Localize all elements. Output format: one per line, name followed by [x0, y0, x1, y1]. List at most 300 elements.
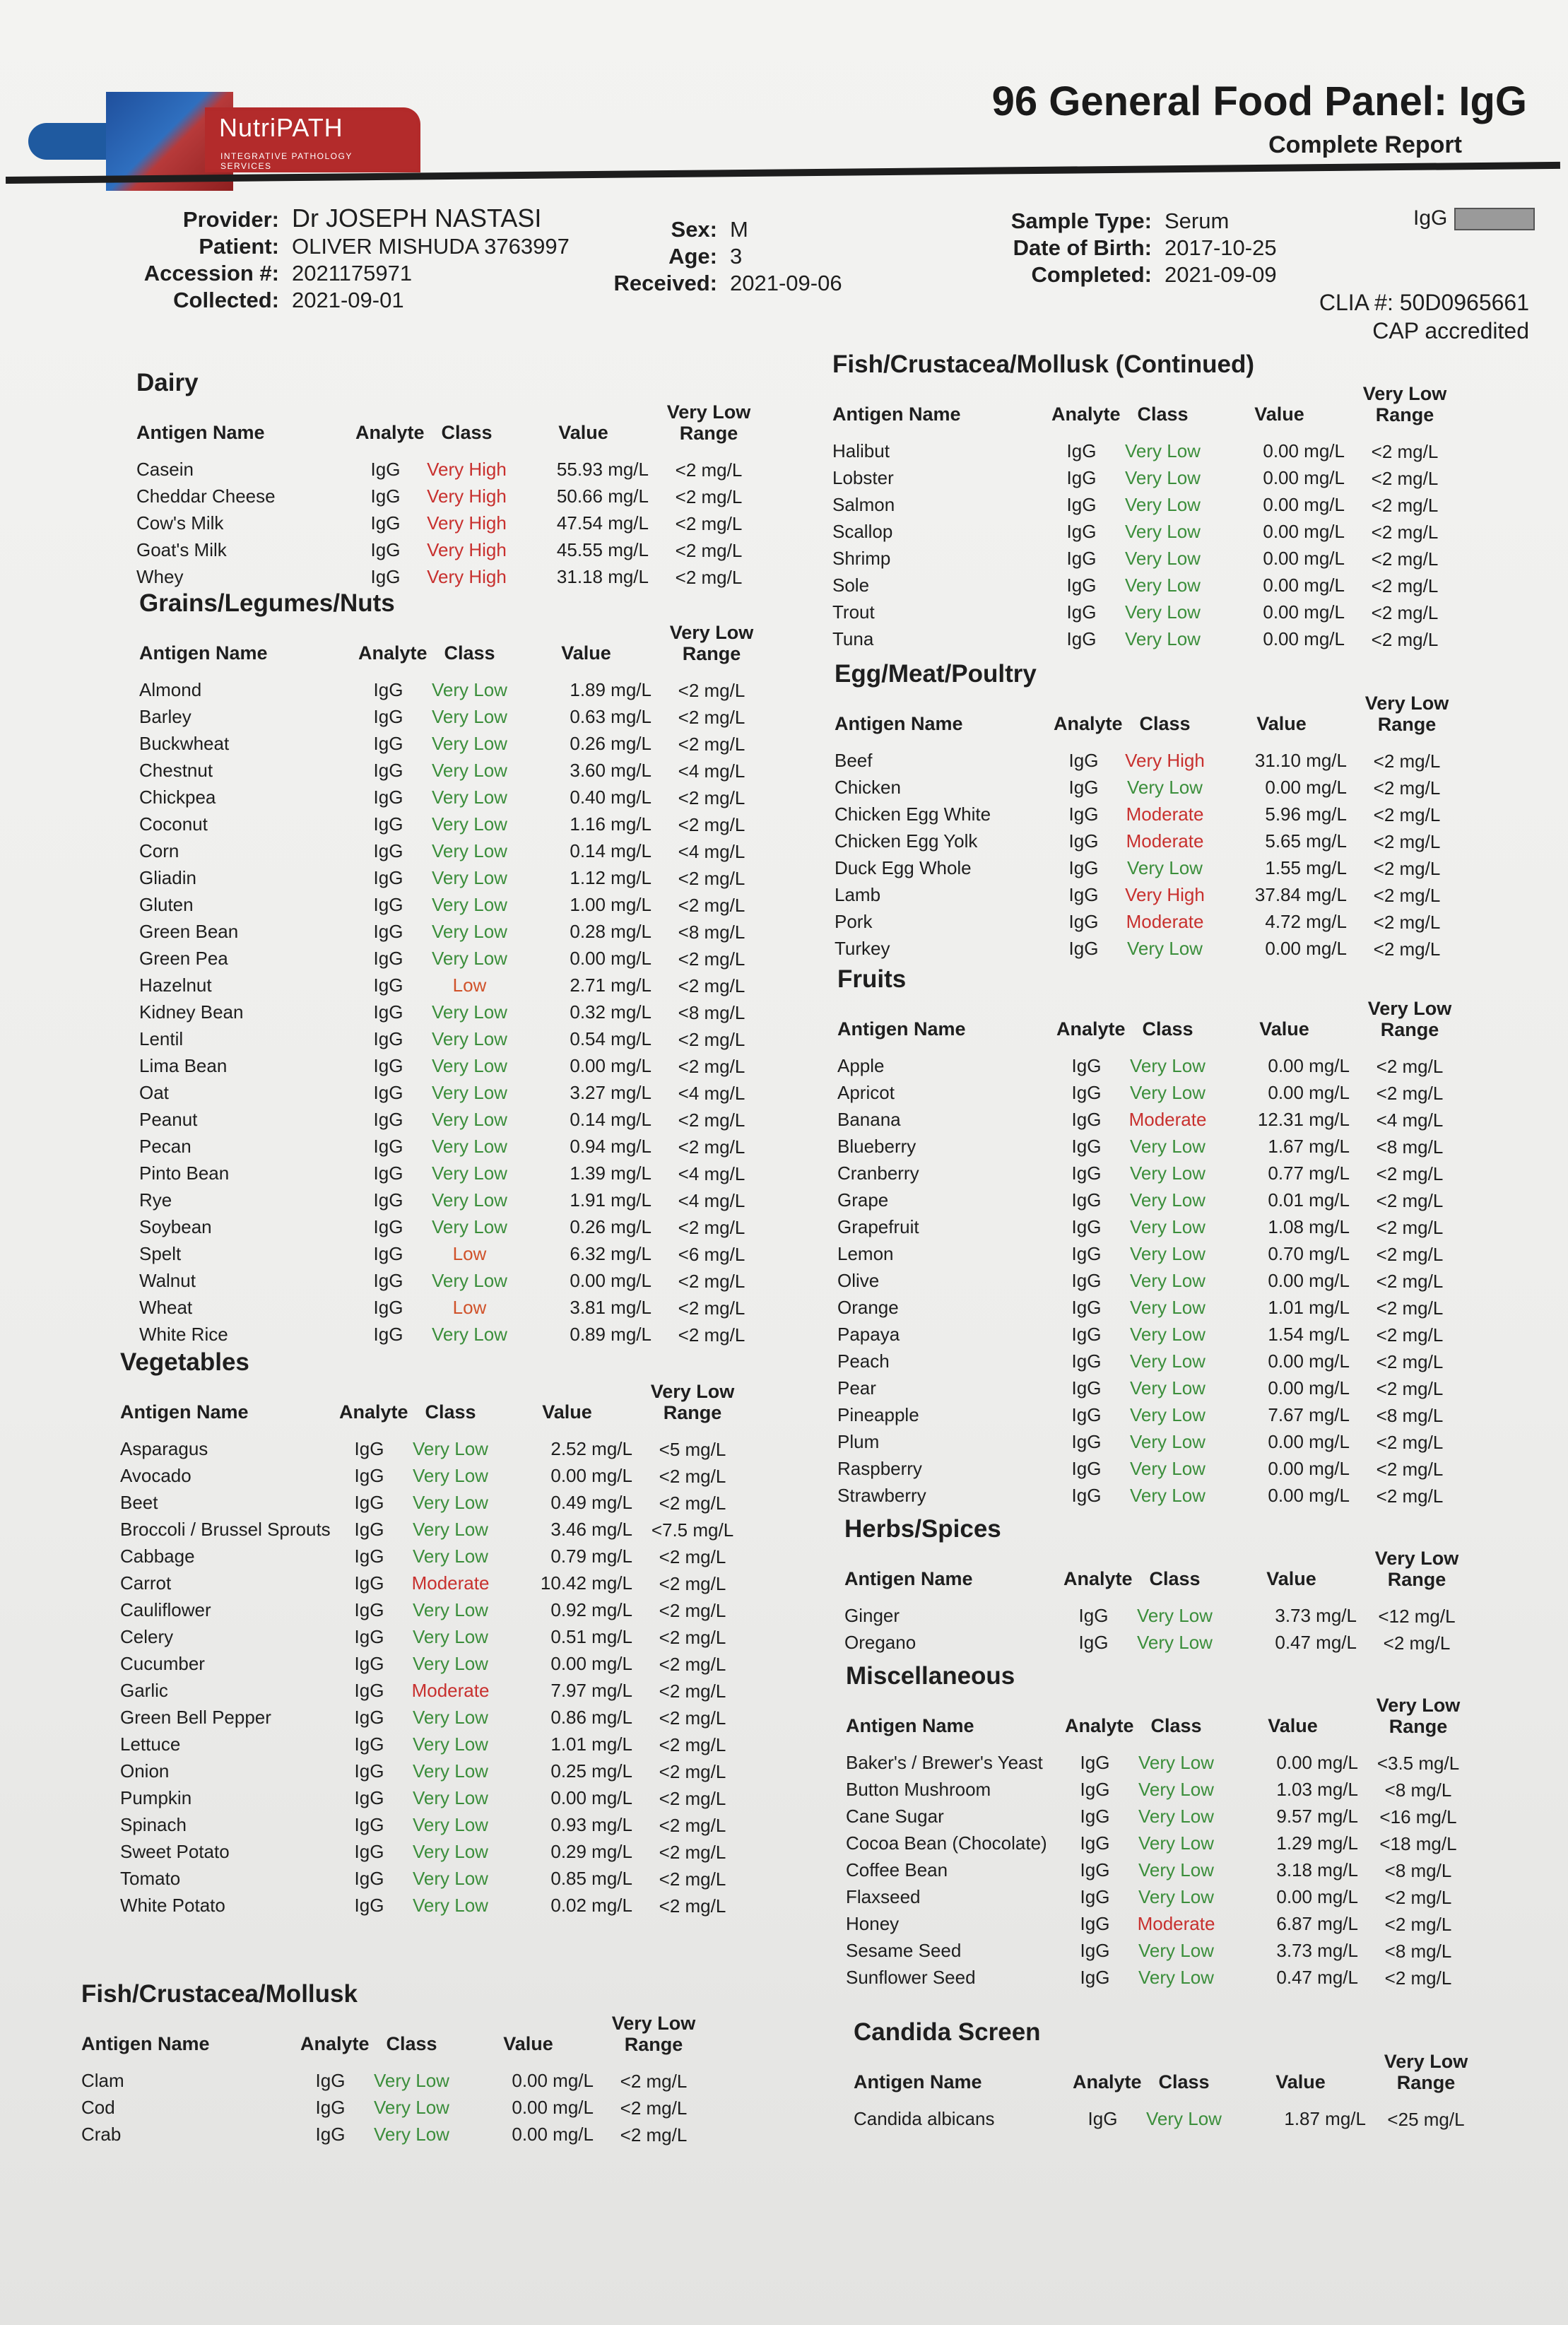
antigen-name: Rye [139, 1189, 172, 1211]
result-value: 0.86 mg/L [550, 1707, 632, 1728]
analyte: IgG [373, 921, 403, 942]
section-title: Candida Screen [854, 2018, 1041, 2046]
analyte: IgG [373, 1216, 403, 1237]
result-value: 1.03 mg/L [1276, 1779, 1358, 1800]
class-badge: Very Low [1130, 1377, 1206, 1399]
antigen-name: Gluten [139, 894, 194, 915]
antigen-name: Strawberry [837, 1485, 926, 1506]
result-value: 0.00 mg/L [1268, 1458, 1350, 1479]
reference-range: <8 mg/L [1384, 1860, 1452, 1881]
class-badge: Very Low [1138, 1752, 1214, 1773]
reference-range: <2 mg/L [1376, 1190, 1444, 1211]
reference-range: <2 mg/L [659, 1546, 726, 1567]
table-row [139, 1292, 765, 1319]
reference-range: <2 mg/L [678, 707, 745, 728]
class-badge: Very Low [432, 1001, 507, 1023]
class-badge: Very Low [413, 1895, 488, 1916]
reference-range: <8 mg/L [1376, 1136, 1444, 1158]
analyte: IgG [1087, 2108, 1118, 2129]
section-title: Fish/Crustacea/Mollusk [81, 1980, 358, 2008]
class-badge: Very Low [374, 2070, 449, 2091]
reference-range: <2 mg/L [1371, 602, 1439, 623]
section-miscellaneous [846, 1662, 1471, 1989]
reference-range: <2 mg/L [1371, 495, 1439, 516]
class-badge: Very Low [1130, 1458, 1206, 1479]
table-row [835, 906, 1460, 933]
reference-range: <2 mg/L [1376, 1244, 1444, 1265]
analyte: IgG [1068, 804, 1099, 825]
table-row [120, 1755, 745, 1782]
table-row [139, 674, 765, 701]
col-value: Value [503, 2033, 553, 2054]
analyte: IgG [354, 1492, 384, 1513]
result-value: 0.00 mg/L [1265, 777, 1347, 798]
table-row [139, 782, 765, 808]
col-analyte: Analyte [1054, 713, 1123, 734]
analyte: IgG [370, 485, 401, 507]
antigen-name: Sesame Seed [846, 1940, 962, 1961]
table-row [835, 879, 1460, 906]
result-value: 0.00 mg/L [1263, 467, 1345, 488]
table-row [139, 1104, 765, 1131]
reference-range: <8 mg/L [678, 922, 745, 943]
table-row [837, 1184, 1463, 1211]
col-range-line1: Very Low [669, 622, 754, 643]
table-row [139, 1319, 765, 1346]
antigen-name: Scallop [832, 521, 893, 542]
class-badge: Very Low [1130, 1485, 1206, 1506]
sample-type-label: Sample Type: [1010, 208, 1152, 233]
antigen-name: Garlic [120, 1680, 168, 1701]
class-badge: Very High [1125, 884, 1205, 905]
col-range [601, 2013, 707, 2055]
result-value: 0.63 mg/L [570, 706, 652, 727]
result-value: 0.00 mg/L [512, 2070, 594, 2091]
analyte: IgG [354, 1841, 384, 1862]
class-badge: Very Low [413, 1814, 488, 1835]
col-analyte: Analyte [1073, 2071, 1142, 2092]
analyte: IgG [373, 1243, 403, 1264]
collected-label: Collected: [173, 288, 279, 312]
analyte: IgG [1071, 1216, 1102, 1237]
col-analyte: Analyte [1056, 1018, 1126, 1040]
analyte: IgG [1071, 1189, 1102, 1211]
reference-range: <2 mg/L [1373, 804, 1441, 825]
analyte: IgG [1068, 830, 1099, 852]
class-badge: Very Low [413, 1760, 488, 1782]
antigen-name: Salmon [832, 494, 895, 515]
col-value: Value [1259, 1018, 1309, 1040]
antigen-name: Chicken [835, 777, 901, 798]
reference-range: <2 mg/L [1384, 1914, 1452, 1935]
result-value: 0.00 mg/L [1263, 440, 1345, 461]
reference-range: <2 mg/L [1376, 1324, 1444, 1346]
table-row [120, 1675, 745, 1702]
class-badge: Very Low [432, 1270, 507, 1291]
analyte: IgG [1071, 1297, 1102, 1318]
table-row [844, 1600, 1470, 1627]
table-row [846, 1747, 1471, 1774]
reference-range: <2 mg/L [675, 513, 743, 534]
result-value: 0.00 mg/L [1268, 1055, 1350, 1076]
report-title: 96 General Food Panel: IgG [991, 78, 1527, 124]
result-value: 0.25 mg/L [550, 1760, 632, 1782]
table-row [139, 835, 765, 862]
col-value: Value [1275, 2071, 1326, 2092]
result-value: 0.32 mg/L [570, 1001, 652, 1023]
analyte: IgG [1071, 1243, 1102, 1264]
class-badge: Very Low [1138, 1940, 1214, 1961]
reference-range: <2 mg/L [1371, 575, 1439, 596]
col-analyte: Analyte [1065, 1715, 1134, 1736]
class-badge: Low [452, 1243, 487, 1264]
result-value: 37.84 mg/L [1254, 884, 1347, 905]
col-value: Value [1256, 713, 1307, 734]
analyte: IgG [354, 1868, 384, 1889]
analyte: IgG [1066, 548, 1097, 569]
class-badge: Low [452, 1297, 487, 1318]
result-value: 55.93 mg/L [556, 459, 649, 480]
antigen-name: Gliadin [139, 867, 196, 888]
result-value: 5.65 mg/L [1265, 830, 1347, 852]
analyte: IgG [373, 1082, 403, 1103]
class-badge: Very Low [413, 1653, 488, 1674]
sample-type-value: Serum [1165, 208, 1230, 233]
antigen-name: Chestnut [139, 760, 213, 781]
col-range-line2: Range [1375, 404, 1434, 425]
col-range [639, 1381, 745, 1423]
table-row [844, 1627, 1470, 1654]
result-value: 0.00 mg/L [512, 2124, 594, 2145]
reference-range: <4 mg/L [678, 1083, 745, 1104]
result-value: 0.40 mg/L [570, 787, 652, 808]
analyte: IgG [315, 2070, 346, 2091]
table-row [835, 852, 1460, 879]
table-row [136, 507, 762, 534]
antigen-name: Peanut [139, 1109, 198, 1130]
analyte: IgG [370, 459, 401, 480]
table-row [120, 1836, 745, 1863]
class-badge: Very Low [413, 1868, 488, 1889]
col-analyte: Analyte [355, 422, 425, 443]
table-row [120, 1460, 745, 1487]
result-value: 3.46 mg/L [550, 1519, 632, 1540]
antigen-name: Orange [837, 1297, 899, 1318]
antigen-name: Chicken Egg White [835, 804, 991, 825]
table-row [837, 1131, 1463, 1158]
antigen-name: Grapefruit [837, 1216, 919, 1237]
analyte: IgG [1071, 1350, 1102, 1372]
class-badge: Very Low [432, 1162, 507, 1184]
report-subtitle: Complete Report [1268, 131, 1462, 158]
provider-label: Provider: [182, 207, 279, 232]
patient-value: OLIVER MISHUDA 3763997 [292, 234, 570, 259]
class-badge: Very Low [1138, 1859, 1214, 1880]
result-value: 0.00 mg/L [1263, 601, 1345, 623]
class-badge: Very Low [1125, 601, 1201, 623]
result-value: 0.00 mg/L [512, 2097, 594, 2118]
analyte: IgG [373, 1136, 403, 1157]
table-row [136, 561, 762, 588]
sex-label: Sex: [671, 217, 717, 242]
table-row [846, 1827, 1471, 1854]
table-row [81, 2092, 707, 2119]
result-value: 0.00 mg/L [1268, 1082, 1350, 1103]
analyte: IgG [1068, 777, 1099, 798]
antigen-name: Hazelnut [139, 975, 212, 996]
reference-range: <2 mg/L [675, 540, 743, 561]
class-badge: Very Low [413, 1465, 488, 1486]
analyte: IgG [1078, 1605, 1109, 1626]
antigen-name: Casein [136, 459, 194, 480]
result-value: 31.10 mg/L [1254, 750, 1347, 771]
reference-range: <2 mg/L [678, 1056, 745, 1077]
antigen-name: Asparagus [120, 1438, 208, 1459]
reference-range: <2 mg/L [1376, 1351, 1444, 1372]
table-row [120, 1621, 745, 1648]
analyte: IgG [1080, 1806, 1110, 1827]
class-badge: Very Low [432, 1189, 507, 1211]
analyte: IgG [354, 1465, 384, 1486]
section-fruits [837, 965, 1463, 1507]
table-row [846, 1854, 1471, 1881]
class-badge: Low [452, 975, 487, 996]
patient-info-left [106, 205, 570, 314]
col-class: Class [444, 642, 495, 664]
class-badge: Very Low [374, 2124, 449, 2145]
section-vegetables [120, 1348, 745, 1917]
table-row [139, 970, 765, 996]
antigen-name: Buckwheat [139, 733, 230, 754]
antigen-name: Lima Bean [139, 1055, 228, 1076]
result-value: 0.00 mg/L [1268, 1350, 1350, 1372]
class-badge: Very Low [432, 1136, 507, 1157]
class-badge: Very Low [1138, 1886, 1214, 1907]
section-candida-screen [854, 2018, 1479, 2130]
antigen-name: Lentil [139, 1028, 184, 1049]
reference-range: <2 mg/L [678, 734, 745, 755]
class-badge: Very Low [1127, 857, 1203, 878]
table-row [139, 943, 765, 970]
table-row [846, 1935, 1471, 1962]
result-value: 5.96 mg/L [1265, 804, 1347, 825]
table-row [120, 1702, 745, 1729]
reference-range: <5 mg/L [659, 1439, 726, 1460]
class-badge: Very Low [1125, 628, 1201, 649]
antigen-name: Spinach [120, 1814, 187, 1835]
analyte: IgG [1066, 494, 1097, 515]
table-row [81, 2119, 707, 2146]
table-row [832, 462, 1458, 489]
col-range-line2: Range [663, 1402, 722, 1423]
result-value: 0.00 mg/L [570, 1055, 652, 1076]
completed-value: 2021-09-09 [1165, 262, 1277, 287]
table-header [844, 1548, 1470, 1590]
table-row [120, 1541, 745, 1567]
table-row [139, 1023, 765, 1050]
table-row [139, 1158, 765, 1184]
section-title: Dairy [136, 369, 199, 396]
result-value: 0.85 mg/L [550, 1868, 632, 1889]
igg-legend-label: IgG [1413, 206, 1448, 230]
reference-range: <4 mg/L [1376, 1109, 1444, 1131]
reference-range: <2 mg/L [1376, 1217, 1444, 1238]
class-badge: Very Low [413, 1546, 488, 1567]
result-value: 0.00 mg/L [1268, 1431, 1350, 1452]
reference-range: <2 mg/L [1376, 1163, 1444, 1184]
antigen-name: Cranberry [837, 1162, 919, 1184]
antigen-name: Tuna [832, 628, 874, 649]
table-row [139, 916, 765, 943]
analyte: IgG [354, 1572, 384, 1594]
table-header [81, 2013, 707, 2055]
analyte: IgG [373, 706, 403, 727]
table-row [120, 1782, 745, 1809]
table-row [837, 1372, 1463, 1399]
antigen-name: Clam [81, 2070, 124, 2091]
col-antigen-name: Antigen Name [854, 2071, 982, 2092]
table-row [139, 1050, 765, 1077]
analyte: IgG [370, 512, 401, 534]
class-badge: Very Low [1130, 1243, 1206, 1264]
col-class: Class [425, 1401, 476, 1423]
analyte: IgG [1071, 1404, 1102, 1425]
logo-brand-name: NutriPATH [219, 113, 343, 142]
section-fish-crustacea-mollusk [81, 1980, 707, 2146]
class-badge: Moderate [1126, 804, 1204, 825]
antigen-name: Almond [139, 679, 202, 700]
igg-legend [1413, 206, 1535, 230]
class-badge: Very Low [413, 1626, 488, 1647]
antigen-name: Crab [81, 2124, 122, 2145]
table-row [854, 2103, 1479, 2130]
class-badge: Very Low [1130, 1350, 1206, 1372]
class-badge: Very Low [432, 1324, 507, 1345]
col-value: Value [1254, 404, 1304, 425]
result-value: 0.00 mg/L [550, 1653, 632, 1674]
col-range-line1: Very Low [666, 401, 751, 423]
analyte: IgG [373, 1109, 403, 1130]
antigen-name: Tomato [120, 1868, 181, 1889]
reference-range: <8 mg/L [1384, 1941, 1452, 1962]
accession-label: Accession #: [143, 261, 279, 286]
col-range-line1: Very Low [650, 1381, 735, 1402]
analyte: IgG [1071, 1055, 1102, 1076]
table-row [837, 1104, 1463, 1131]
antigen-name: Blueberry [837, 1136, 916, 1157]
col-antigen-name: Antigen Name [136, 422, 265, 443]
table-header [837, 998, 1463, 1040]
analyte: IgG [373, 733, 403, 754]
reference-range: <2 mg/L [659, 1600, 726, 1621]
dob-value: 2017-10-25 [1165, 235, 1277, 260]
antigen-name: Candida albicans [854, 2108, 995, 2129]
class-badge: Moderate [411, 1680, 490, 1701]
result-value: 12.31 mg/L [1257, 1109, 1350, 1130]
antigen-name: Spelt [139, 1243, 182, 1264]
col-antigen-name: Antigen Name [832, 404, 961, 425]
table-row [837, 1292, 1463, 1319]
table-row [120, 1863, 745, 1890]
antigen-name: Beet [120, 1492, 158, 1513]
result-value: 0.29 mg/L [550, 1841, 632, 1862]
analyte: IgG [1080, 1832, 1110, 1854]
antigen-name: Green Bean [139, 921, 239, 942]
table-row [139, 1238, 765, 1265]
analyte: IgG [373, 813, 403, 835]
reference-range: <2 mg/L [1373, 938, 1441, 960]
antigen-name: Sunflower Seed [846, 1967, 976, 1988]
result-value: 0.00 mg/L [550, 1465, 632, 1486]
table-header [139, 622, 765, 664]
table-row [139, 889, 765, 916]
class-badge: Very Low [413, 1841, 488, 1862]
col-value: Value [1268, 1715, 1318, 1736]
reference-range: <2 mg/L [1376, 1083, 1444, 1104]
patient-label: Patient: [199, 234, 279, 259]
antigen-name: Turkey [835, 938, 890, 959]
col-class: Class [441, 422, 493, 443]
analyte: IgG [354, 1707, 384, 1728]
class-badge: Very Low [413, 1492, 488, 1513]
reference-range: <2 mg/L [678, 1297, 745, 1319]
antigen-name: Green Pea [139, 948, 228, 969]
analyte: IgG [1066, 575, 1097, 596]
antigen-name: Coconut [139, 813, 208, 835]
result-value: 0.00 mg/L [1263, 521, 1345, 542]
class-badge: Moderate [1126, 830, 1204, 852]
class-badge: Very Low [413, 1787, 488, 1808]
antigen-name: Apple [837, 1055, 885, 1076]
col-range [659, 622, 765, 664]
col-antigen-name: Antigen Name [120, 1401, 249, 1423]
table-row [120, 1514, 745, 1541]
reference-range: <2 mg/L [1384, 1967, 1452, 1989]
antigen-name: Cocoa Bean (Chocolate) [846, 1832, 1047, 1854]
result-value: 0.79 mg/L [550, 1546, 632, 1567]
table-header [835, 693, 1460, 735]
antigen-name: Cheddar Cheese [136, 485, 276, 507]
reference-range: <4 mg/L [678, 1190, 745, 1211]
antigen-name: Coffee Bean [846, 1859, 948, 1880]
analyte: IgG [1071, 1109, 1102, 1130]
col-range-line2: Range [1377, 714, 1437, 735]
reference-range: <2 mg/L [620, 2097, 688, 2119]
analyte: IgG [315, 2124, 346, 2145]
col-analyte: Analyte [358, 642, 428, 664]
dob-label: Date of Birth: [1013, 235, 1152, 260]
antigen-name: Onion [120, 1760, 170, 1782]
antigen-name: Barley [139, 706, 191, 727]
logo-tagline: INTEGRATIVE PATHOLOGY SERVICES [220, 151, 353, 171]
antigen-name: Broccoli / Brussel Sprouts [120, 1519, 331, 1540]
result-value: 0.00 mg/L [1268, 1270, 1350, 1291]
reference-range: <2 mg/L [659, 1761, 726, 1782]
antigen-name: Lamb [835, 884, 881, 905]
result-value: 0.00 mg/L [1276, 1886, 1358, 1907]
reference-range: <2 mg/L [678, 1271, 745, 1292]
result-value: 0.14 mg/L [570, 840, 652, 861]
result-value: 0.14 mg/L [570, 1109, 652, 1130]
analyte: IgG [370, 539, 401, 560]
class-badge: Very Low [1125, 521, 1201, 542]
antigen-name: White Rice [139, 1324, 228, 1345]
age-label: Age: [668, 244, 717, 269]
antigen-name: Cabbage [120, 1546, 195, 1567]
section-title: Egg/Meat/Poultry [835, 660, 1037, 688]
result-value: 0.54 mg/L [570, 1028, 652, 1049]
reference-range: <2 mg/L [1373, 751, 1441, 772]
